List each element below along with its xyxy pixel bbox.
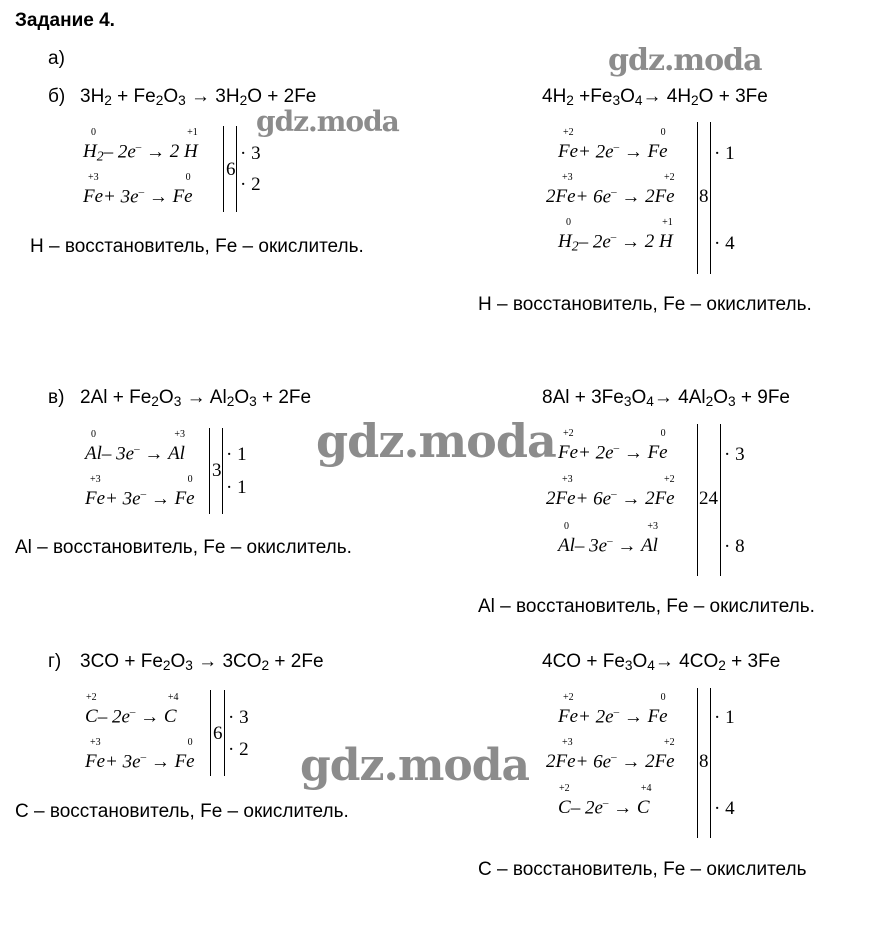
balance-divider <box>697 688 698 838</box>
balance-factor: · 4 <box>714 233 735 254</box>
section-b-label: б) <box>48 86 66 107</box>
balance-factor: · 8 <box>724 536 745 557</box>
watermark: gdz.moda <box>300 740 530 791</box>
task-title: Задание 4. <box>15 10 115 31</box>
balance-divider <box>697 424 698 576</box>
half-reaction: +3 Fe+ 3e– → 0 Fe <box>83 172 193 208</box>
balance-factor: · 1 <box>226 444 247 465</box>
balance-divider <box>210 690 211 776</box>
half-reaction: 0 Al– 3e– → +3 Al <box>85 429 185 465</box>
section-g-left-conclusion: C – восстановитель, Fe – окислитель. <box>15 801 349 822</box>
balance-factor: · 2 <box>240 174 261 195</box>
balance-factor: · 1 <box>714 143 735 164</box>
balance-factor: · 1 <box>226 477 247 498</box>
half-reaction: +3 2Fe+ 6e– → +2 2Fe <box>546 474 675 510</box>
balance-lcm: 3 <box>212 460 222 481</box>
balance-lcm: 24 <box>699 488 718 509</box>
half-reaction: +3 2Fe+ 6e– → +2 2Fe <box>546 172 675 208</box>
half-reaction: +2 Fe+ 2e– → 0 Fe <box>558 692 668 728</box>
half-reaction: +3 Fe+ 3e– → 0 Fe <box>85 737 195 773</box>
section-v-left-conclusion: Al – восстановитель, Fe – окислитель. <box>15 537 352 558</box>
half-reaction: +2 Fe+ 2e– → 0 Fe <box>558 428 668 464</box>
balance-divider <box>223 126 224 212</box>
balance-factor: · 3 <box>724 444 745 465</box>
balance-divider <box>209 428 210 514</box>
section-g-right-equation: $4CO + Fe_3O_4\to 4CO_2 + 3Fe$ <box>542 651 781 673</box>
balance-divider <box>710 122 711 274</box>
section-v-label: в) <box>48 387 65 408</box>
balance-divider <box>710 688 711 838</box>
section-v-right-equation: $8Al + 3Fe_3O_4\to 4Al_2O_3 + 9Fe$ <box>542 387 791 409</box>
balance-divider <box>222 428 223 514</box>
section-b-right-conclusion: H – восстановитель, Fe – окислитель. <box>478 294 812 315</box>
section-v-right-conclusion: Al – восстановитель, Fe – окислитель. <box>478 596 815 617</box>
balance-factor: · 4 <box>714 798 735 819</box>
balance-factor: · 2 <box>228 739 249 760</box>
watermark: gdz.moda <box>316 414 556 468</box>
half-reaction: 0 Al– 3e– → +3 Al <box>558 521 658 557</box>
section-b-left-equation: $3H_2 + Fe_2O_3 \to 3H_2O + 2Fe$ <box>80 86 317 108</box>
balance-divider <box>224 690 225 776</box>
balance-factor: · 3 <box>228 707 249 728</box>
watermark: gdz.moda <box>608 43 762 78</box>
watermark: gdz.moda <box>256 105 399 138</box>
half-reaction: +2 C– 2e– → +4 C <box>85 692 179 728</box>
half-reaction: +3 2Fe+ 6e– → +2 2Fe <box>546 737 675 773</box>
balance-divider <box>697 122 698 274</box>
balance-lcm: 8 <box>699 751 709 772</box>
section-v-left-equation: $2Al + Fe_2O_3 \to Al_2O_3 + 2Fe$ <box>80 387 312 409</box>
half-reaction: +2 C– 2e– → +4 C <box>558 783 652 819</box>
section-b-left-conclusion: H – восстановитель, Fe – окислитель. <box>30 236 364 257</box>
section-a-label: а) <box>48 48 65 69</box>
balance-lcm: 8 <box>699 186 709 207</box>
half-reaction: 0 $H_2-$ 2e– → +1 2 H <box>83 127 198 164</box>
half-reaction: +3 Fe+ 3e– → 0 Fe <box>85 474 195 510</box>
section-g-label: г) <box>48 651 62 672</box>
section-b-right-equation: $4H_2 +Fe_3O_4\to 4H_2O + 3Fe$ <box>542 86 768 108</box>
balance-divider <box>236 126 237 212</box>
half-reaction: +2 Fe+ 2e– → 0 Fe <box>558 127 668 163</box>
balance-factor: · 1 <box>714 707 735 728</box>
balance-divider <box>720 424 721 576</box>
half-reaction: 0 $H_2-$ 2e– → +1 2 H <box>558 217 673 254</box>
section-g-left-equation: $3CO + Fe_2O_3 \to 3CO_2 + 2Fe$ <box>80 651 324 673</box>
balance-factor: · 3 <box>240 143 261 164</box>
section-g-right-conclusion: C – восстановитель, Fe – окислитель <box>478 859 807 880</box>
balance-lcm: 6 <box>213 723 223 744</box>
balance-lcm: 6 <box>226 159 236 180</box>
